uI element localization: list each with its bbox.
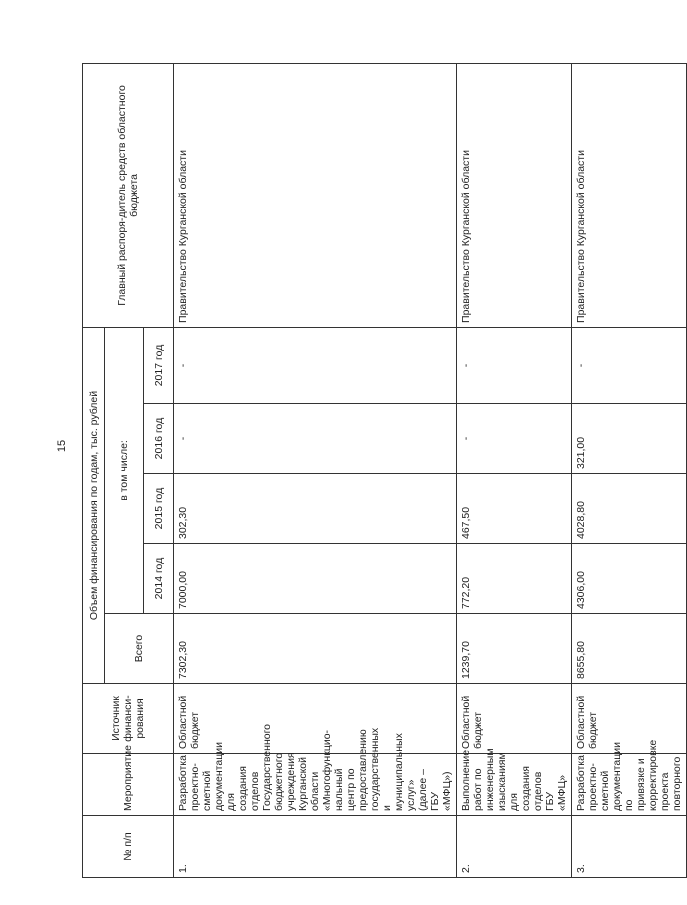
row-source: Областной бюджет bbox=[457, 684, 572, 754]
row-source: Областной бюджет bbox=[174, 684, 457, 754]
header-num: № п/п bbox=[83, 816, 174, 878]
row-total: 1239,70 bbox=[457, 614, 572, 684]
row-y2016: - bbox=[174, 404, 457, 474]
row-event: Разработка проектно-сметной документации для создания отделов Государственного бюджетного учреждения Курганской области «Многофункцио-нальный центр по предоставлению государственных и муниципальных услуг» (далее – ГБУ «МФЦ») bbox=[174, 754, 457, 816]
row-y2016: - bbox=[457, 404, 572, 474]
header-total: Всего bbox=[105, 614, 174, 684]
row-y2017: - bbox=[174, 327, 457, 403]
page-number: 15 bbox=[56, 439, 68, 453]
header-year-2015: 2015 год bbox=[144, 474, 174, 544]
row-total: 7302,30 bbox=[174, 614, 457, 684]
row-num: 2. bbox=[457, 816, 572, 878]
row-num: 3. bbox=[572, 816, 687, 878]
header-event: Мероприятие bbox=[83, 754, 174, 816]
header-including: в том числе: bbox=[105, 327, 144, 613]
header-year-2017: 2017 год bbox=[144, 327, 174, 403]
rotated-table-container bbox=[82, 64, 683, 878]
header-volume: Объем финансирования по годам, тыс. рублей bbox=[83, 327, 105, 683]
row-manager: Правительство Курганской области bbox=[174, 63, 457, 327]
row-event: Разработка проектно-сметной документации по привязке и корректировке проекта повторного bbox=[572, 754, 687, 816]
row-y2014: 7000,00 bbox=[174, 544, 457, 614]
row-num: 1. bbox=[174, 816, 457, 878]
row-manager: Правительство Курганской области bbox=[457, 63, 572, 327]
row-source: Областной бюджет bbox=[572, 684, 687, 754]
row-y2017: - bbox=[572, 327, 687, 403]
financing-table bbox=[82, 63, 687, 878]
header-source: Источник финанси-рования bbox=[83, 684, 174, 754]
row-y2017: - bbox=[457, 327, 572, 403]
row-total: 8655,80 bbox=[572, 614, 687, 684]
header-year-2016: 2016 год bbox=[144, 404, 174, 474]
table-row bbox=[572, 63, 687, 877]
row-y2015: 4028,80 bbox=[572, 474, 687, 544]
row-manager: Правительство Курганской области bbox=[572, 63, 687, 327]
row-y2015: 467,50 bbox=[457, 474, 572, 544]
row-y2015: 302,30 bbox=[174, 474, 457, 544]
row-y2016: 321,00 bbox=[572, 404, 687, 474]
table-row bbox=[457, 63, 572, 877]
row-y2014: 4306,00 bbox=[572, 544, 687, 614]
row-y2014: 772,20 bbox=[457, 544, 572, 614]
table-row bbox=[174, 63, 457, 877]
header-manager: Главный распоря-дитель средств областного бюджета bbox=[83, 63, 174, 327]
row-event: Выполнение работ по инженерным изысканиям для создания отделов ГБУ «МФЦ» bbox=[457, 754, 572, 816]
header-year-2014: 2014 год bbox=[144, 544, 174, 614]
